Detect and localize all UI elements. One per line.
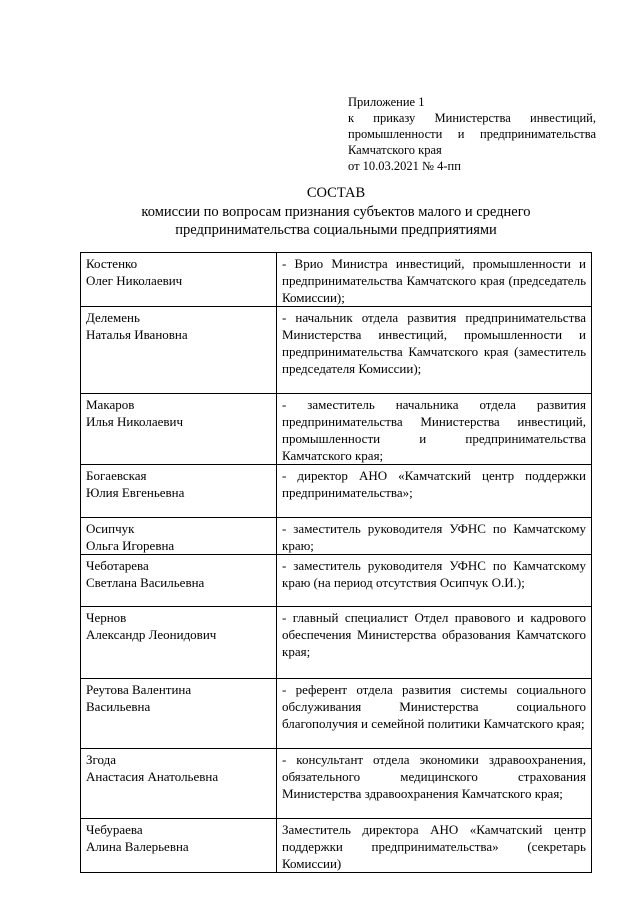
title-line-1: комиссии по вопросам признания субъектов малого и среднего	[141, 204, 531, 220]
annex-line-4: Камчатского края	[348, 143, 442, 157]
member-name-cell	[81, 819, 277, 873]
member-name-cell	[81, 394, 277, 465]
annex-header	[348, 94, 596, 174]
member-given-name: Олег Николаевич	[86, 273, 183, 288]
member-role-cell: - заместитель руководителя УФНС по Камчатскому краю (на период отсутствия Осипчук О.И.);	[277, 555, 592, 607]
member-given-name: Алина Валерьевна	[86, 839, 189, 854]
member-role-cell: - главный специалист Отдел правового и кадрового обеспечения Министерства образования Камчатского края;	[277, 607, 592, 679]
member-name-cell	[81, 607, 277, 679]
member-role-cell: - Врио Министра инвестиций, промышленности и предпринимательства Камчатского края (председатель Комиссии);	[277, 253, 592, 307]
member-given-name: Юлия Евгеньевна	[86, 485, 185, 500]
member-role-cell: - начальник отдела развития предпринимательства Министерства инвестиций, промышленности и предпринимательства Камчатского края (заместитель председателя Комиссии);	[277, 307, 592, 394]
member-surname: Делемень	[86, 310, 140, 325]
member-name-cell	[81, 253, 277, 307]
member-surname: Чеботарева	[86, 558, 149, 573]
title-line-2: предпринимательства социальными предприятиями	[175, 222, 497, 238]
member-surname: Богаевская	[86, 468, 147, 483]
member-given-name: Илья Николаевич	[86, 414, 184, 429]
member-given-name: Ольга Игоревна	[86, 538, 175, 553]
member-role-cell: - директор АНО «Камчатский центр поддержки предпринимательства»;	[277, 465, 592, 518]
member-role-cell: - заместитель начальника отдела развития предпринимательства Министерства инвестиций, промышленности и предпринимательства Камчатского края;	[277, 394, 592, 465]
member-surname: Згода	[86, 752, 117, 767]
member-name-cell	[81, 679, 277, 749]
member-surname: Макаров	[86, 397, 135, 412]
member-name-cell	[81, 307, 277, 394]
member-name-cell	[81, 555, 277, 607]
title-heading: СОСТАВ	[306, 185, 366, 201]
table-row	[81, 749, 592, 819]
member-role-cell: - заместитель руководителя УФНС по Камчатскому краю;	[277, 518, 592, 555]
annex-line-1: Приложение 1	[348, 95, 425, 109]
member-given-name: Наталья Ивановна	[86, 327, 188, 342]
table-row	[81, 819, 592, 873]
table-row	[81, 518, 592, 555]
members-table	[80, 252, 592, 873]
member-given-name: Анастасия Анатольевна	[86, 769, 219, 784]
member-surname: Чебураева	[86, 822, 143, 837]
annex-line-3: промышленности и предпринимательства	[348, 127, 596, 141]
document-title	[80, 184, 592, 239]
member-name-cell	[81, 465, 277, 518]
member-surname: Осипчук	[86, 521, 135, 536]
member-name-cell	[81, 749, 277, 819]
member-surname: Реутова Валентина	[86, 682, 192, 697]
annex-line-2: к приказу Министерства инвестиций,	[348, 111, 596, 125]
table-row	[81, 555, 592, 607]
member-surname: Костенко	[86, 256, 138, 271]
member-given-name: Светлана Васильевна	[86, 575, 205, 590]
annex-line-5: от 10.03.2021 № 4-пп	[348, 159, 461, 173]
member-role-cell: - референт отдела развития системы социального обслуживания Министерства социального благополучия и семейной политики Камчатского края;	[277, 679, 592, 749]
table-row	[81, 394, 592, 465]
member-name-cell	[81, 518, 277, 555]
table-row	[81, 465, 592, 518]
table-row	[81, 679, 592, 749]
member-given-name: Васильевна	[86, 699, 151, 714]
member-given-name: Александр Леонидович	[86, 627, 217, 642]
table-row	[81, 307, 592, 394]
member-role-cell: Заместитель директора АНО «Камчатский центр поддержки предпринимательства» (секретарь Комиссии)	[277, 819, 592, 873]
member-role-cell: - консультант отдела экономики здравоохранения, обязательного медицинского страхования Министерства здравоохранения Камчатского края;	[277, 749, 592, 819]
table-row	[81, 607, 592, 679]
table-row	[81, 253, 592, 307]
member-surname: Чернов	[86, 610, 127, 625]
